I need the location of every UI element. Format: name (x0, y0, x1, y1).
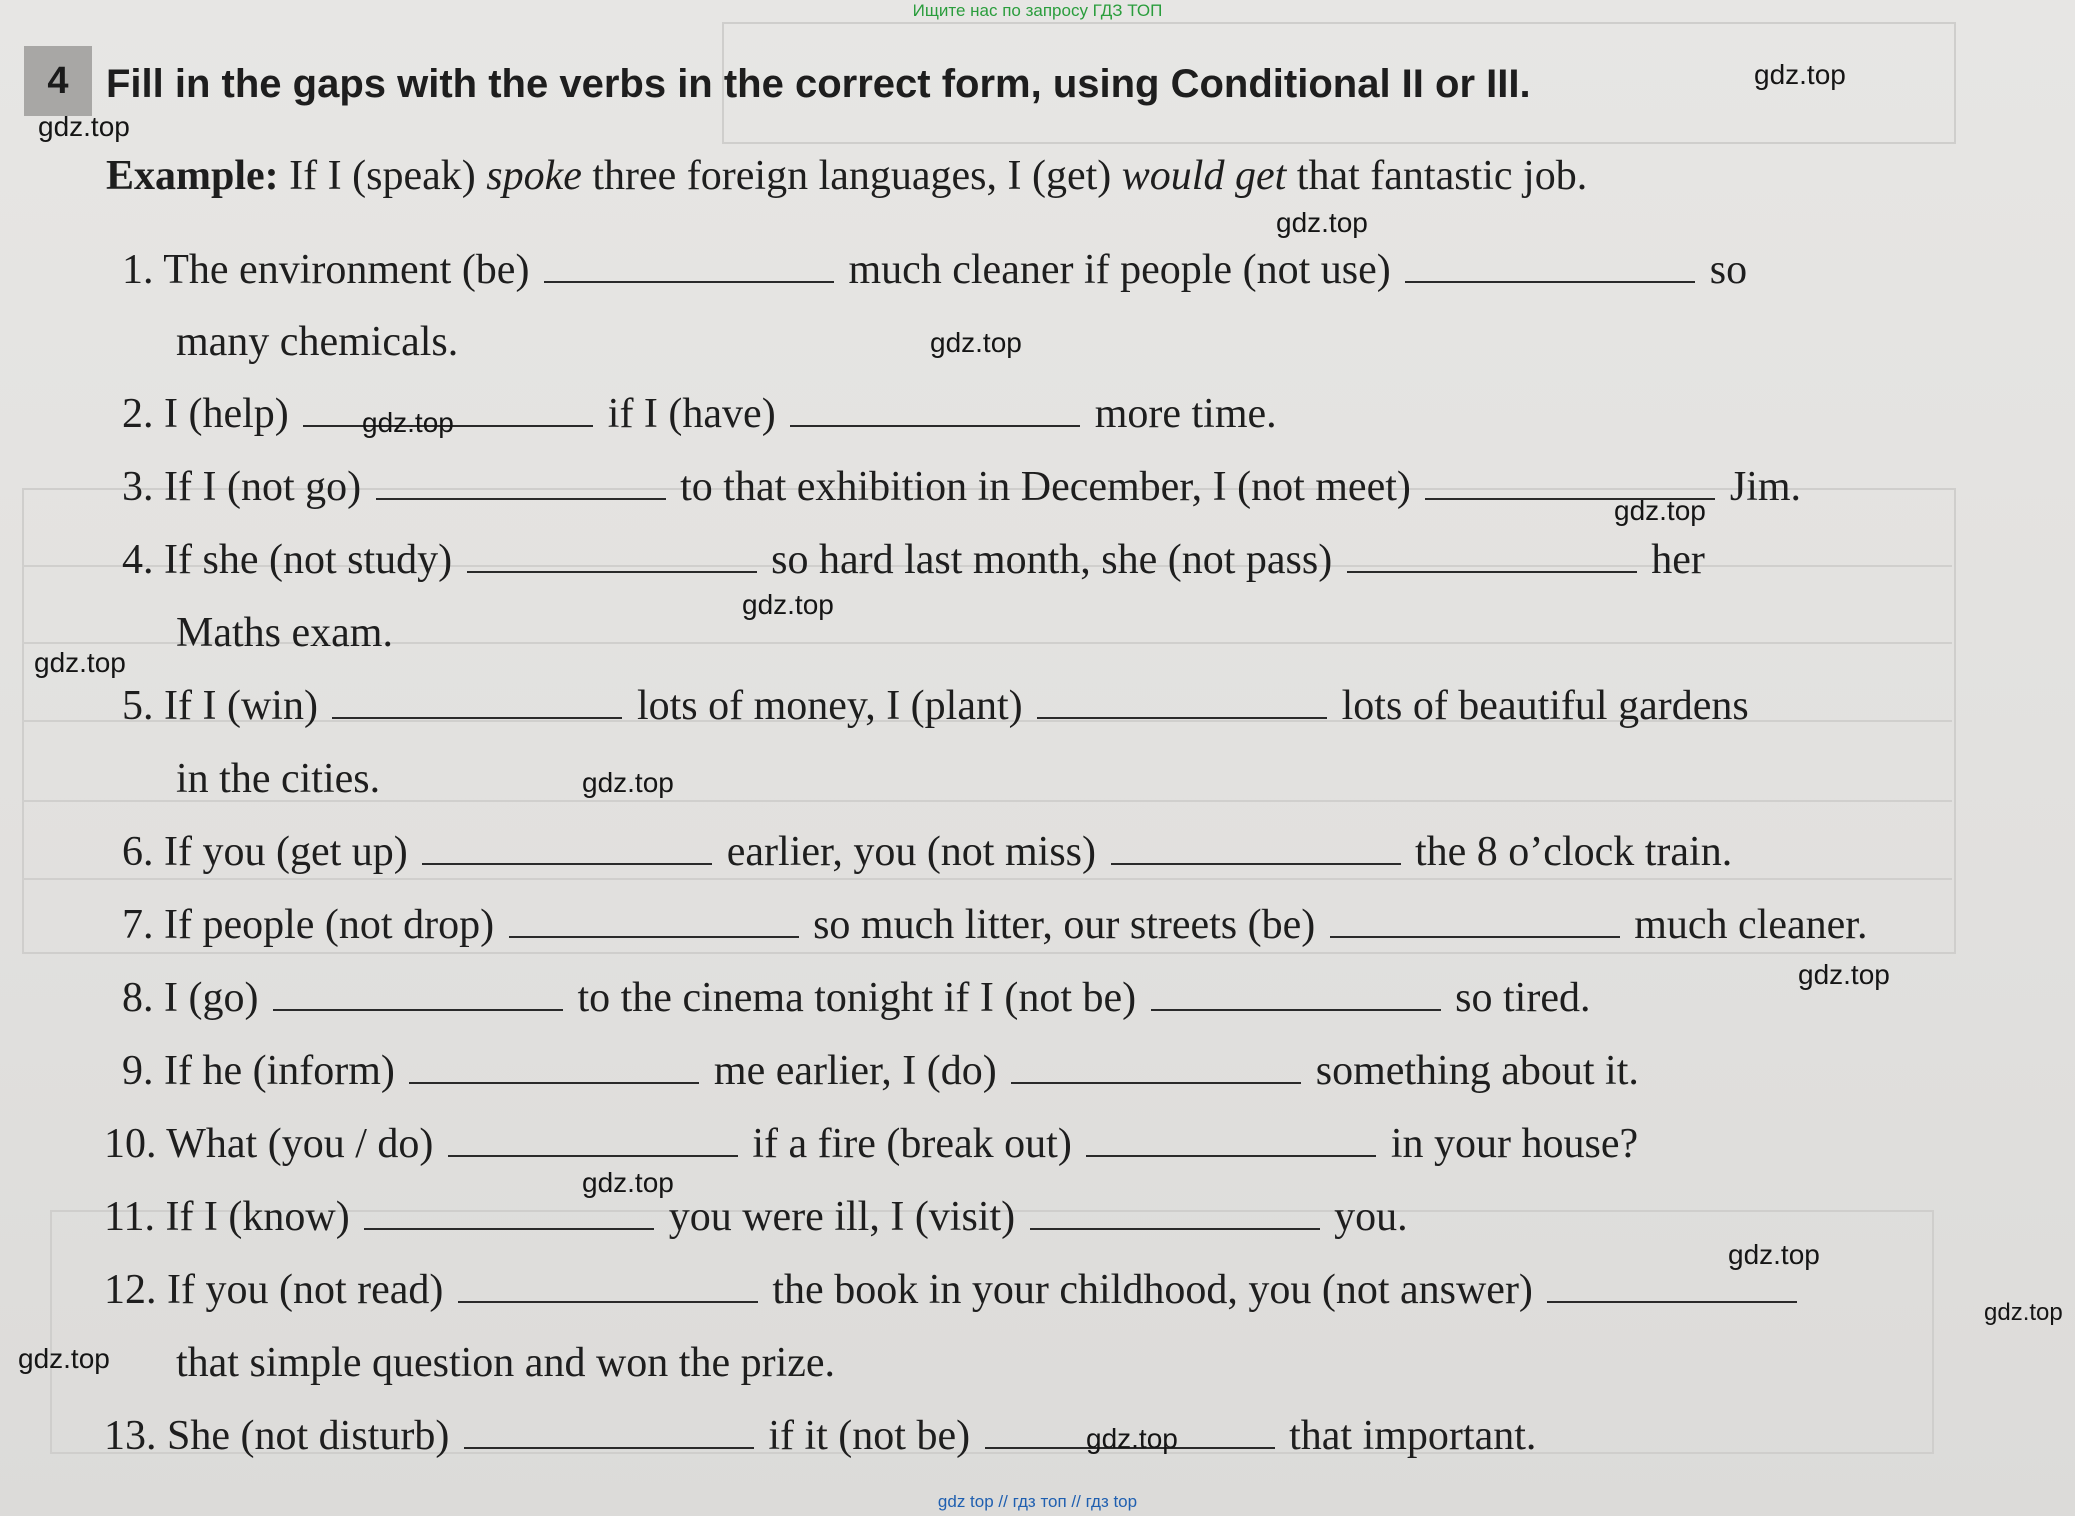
item-number: 13. (104, 1413, 157, 1459)
item-text-c: more time. (1094, 391, 1277, 437)
answer-blank[interactable] (458, 1267, 758, 1303)
answer-blank[interactable] (448, 1121, 738, 1157)
item-number: 7. (122, 902, 154, 948)
answer-blank[interactable] (1037, 683, 1327, 719)
item-text-a: She (not disturb) (167, 1413, 450, 1459)
item-9 (122, 1041, 1639, 1101)
item-number: 2. (122, 391, 154, 437)
item-12 (104, 1260, 1801, 1320)
answer-blank[interactable] (1405, 247, 1695, 283)
item-text-b: if a fire (break out) (752, 1121, 1072, 1167)
watermark: gdz.top (742, 589, 834, 620)
answer-blank[interactable] (1330, 902, 1620, 938)
example-part3: that fantastic job. (1296, 153, 1588, 199)
item-text-b: if I (have) (607, 391, 776, 437)
item-3 (122, 457, 1801, 517)
item-text-a: If you (not read) (167, 1267, 444, 1313)
item-10 (104, 1114, 1638, 1174)
answer-blank[interactable] (422, 829, 712, 865)
answer-blank[interactable] (376, 464, 666, 500)
item-text-b: so much litter, our streets (be) (813, 902, 1316, 948)
item-text-a: I (help) (164, 391, 289, 437)
item-text-c: that important. (1289, 1413, 1537, 1459)
item-text-a: I (go) (164, 975, 259, 1021)
example-label: Example: (106, 153, 279, 199)
item-text-c: you. (1334, 1194, 1408, 1240)
item-text-a: If I (know) (165, 1194, 350, 1240)
answer-blank[interactable] (1086, 1121, 1376, 1157)
watermark: gdz.top (18, 1343, 110, 1374)
item-number: 11. (104, 1194, 155, 1240)
item-12-continuation: that simple question and won the prize. (176, 1340, 836, 1386)
item-text-b: me earlier, I (do) (713, 1048, 997, 1094)
watermark: gdz.top (1086, 1423, 1178, 1454)
example-part2: three foreign languages, I (get) (592, 153, 1112, 199)
item-text-a: What (you / do) (166, 1121, 434, 1167)
item-number: 12. (104, 1267, 157, 1313)
item-text-a: If I (win) (164, 683, 318, 729)
answer-blank[interactable] (1547, 1267, 1797, 1303)
item-number: 5. (122, 683, 154, 729)
item-text-c: Jim. (1729, 464, 1802, 510)
item-text-b: to the cinema tonight if I (not be) (577, 975, 1137, 1021)
answer-blank[interactable] (1011, 1048, 1301, 1084)
item-2 (122, 384, 1277, 444)
item-number: 6. (122, 829, 154, 875)
item-text-b: to that exhibition in December, I (not meet) (680, 464, 1411, 510)
item-number: 10. (104, 1121, 157, 1167)
answer-blank[interactable] (509, 902, 799, 938)
bottom-banner[interactable]: gdz top // гдз топ // гдз top (937, 1492, 1138, 1511)
watermark: gdz.top (1728, 1239, 1820, 1270)
watermark: gdz.top (34, 647, 126, 678)
item-1 (122, 240, 1747, 300)
exercise-number: 4 (24, 46, 92, 116)
item-5 (122, 676, 1749, 736)
example-answer2: would get (1121, 153, 1287, 199)
item-text-c: so (1709, 247, 1748, 293)
item-text-c: so tired. (1455, 975, 1591, 1021)
exercise-heading: Fill in the gaps with the verbs in the correct form, using Conditional II or III. (106, 62, 1531, 106)
item-11 (104, 1187, 1408, 1247)
example-answer1: spoke (486, 153, 582, 199)
item-text-c: in your house? (1390, 1121, 1639, 1167)
item-8 (122, 968, 1590, 1028)
watermark: gdz.top (1614, 495, 1706, 526)
item-number: 9. (122, 1048, 154, 1094)
item-6 (122, 822, 1732, 882)
item-text-a: If she (not study) (164, 537, 453, 583)
item-text-a: If people (not drop) (164, 902, 495, 948)
item-text-b: so hard last month, she (not pass) (771, 537, 1333, 583)
item-7 (122, 895, 1867, 955)
answer-blank[interactable] (273, 975, 563, 1011)
item-13 (104, 1406, 1536, 1466)
item-4 (122, 530, 1705, 590)
answer-blank[interactable] (1111, 829, 1401, 865)
watermark: gdz.top (1798, 959, 1890, 990)
item-text-c: the 8 o’clock train. (1415, 829, 1733, 875)
answer-blank[interactable] (467, 537, 757, 573)
watermark: gdz.top (1276, 207, 1368, 238)
watermark: gdz.top (582, 1167, 674, 1198)
item-text-b: earlier, you (not miss) (726, 829, 1096, 875)
item-text-a: The environment (be) (163, 247, 530, 293)
item-1-continuation: many chemicals. (176, 319, 459, 365)
item-text-c: much cleaner. (1634, 902, 1868, 948)
answer-blank[interactable] (332, 683, 622, 719)
answer-blank[interactable] (464, 1413, 754, 1449)
item-text-b: lots of money, I (plant) (636, 683, 1023, 729)
answer-blank[interactable] (409, 1048, 699, 1084)
watermark: gdz.top (582, 767, 674, 798)
watermark: gdz.top (38, 111, 130, 142)
item-text-b: much cleaner if people (not use) (848, 247, 1391, 293)
item-number: 4. (122, 537, 154, 583)
watermark: gdz.top (1754, 59, 1846, 90)
answer-blank[interactable] (790, 391, 1080, 427)
item-5-continuation: in the cities. (176, 756, 381, 802)
item-text-c: something about it. (1315, 1048, 1639, 1094)
item-text-b: the book in your childhood, you (not answer) (772, 1267, 1533, 1313)
item-number: 8. (122, 975, 154, 1021)
item-text-a: If I (not go) (164, 464, 362, 510)
watermark: gdz.top (1984, 1299, 2063, 1326)
item-text-b: if it (not be) (768, 1413, 971, 1459)
answer-blank[interactable] (1151, 975, 1441, 1011)
answer-blank[interactable] (1030, 1194, 1320, 1230)
item-text-c: lots of beautiful gardens (1341, 683, 1749, 729)
watermark: gdz.top (362, 407, 454, 438)
item-text-a: If you (get up) (164, 829, 408, 875)
item-number: 1. (122, 247, 154, 293)
example-part1: If I (speak) (289, 153, 476, 199)
item-text-c: her (1651, 537, 1705, 583)
example-sentence (106, 146, 1587, 206)
item-number: 3. (122, 464, 154, 510)
watermark: gdz.top (930, 327, 1022, 358)
answer-blank[interactable] (544, 247, 834, 283)
item-text-b: you were ill, I (visit) (668, 1194, 1016, 1240)
item-text-a: If he (inform) (164, 1048, 395, 1094)
answer-blank[interactable] (1347, 537, 1637, 573)
top-banner[interactable]: Ищите нас по запросу ГДЗ ТОП (912, 1, 1163, 20)
item-4-continuation: Maths exam. (176, 610, 393, 656)
